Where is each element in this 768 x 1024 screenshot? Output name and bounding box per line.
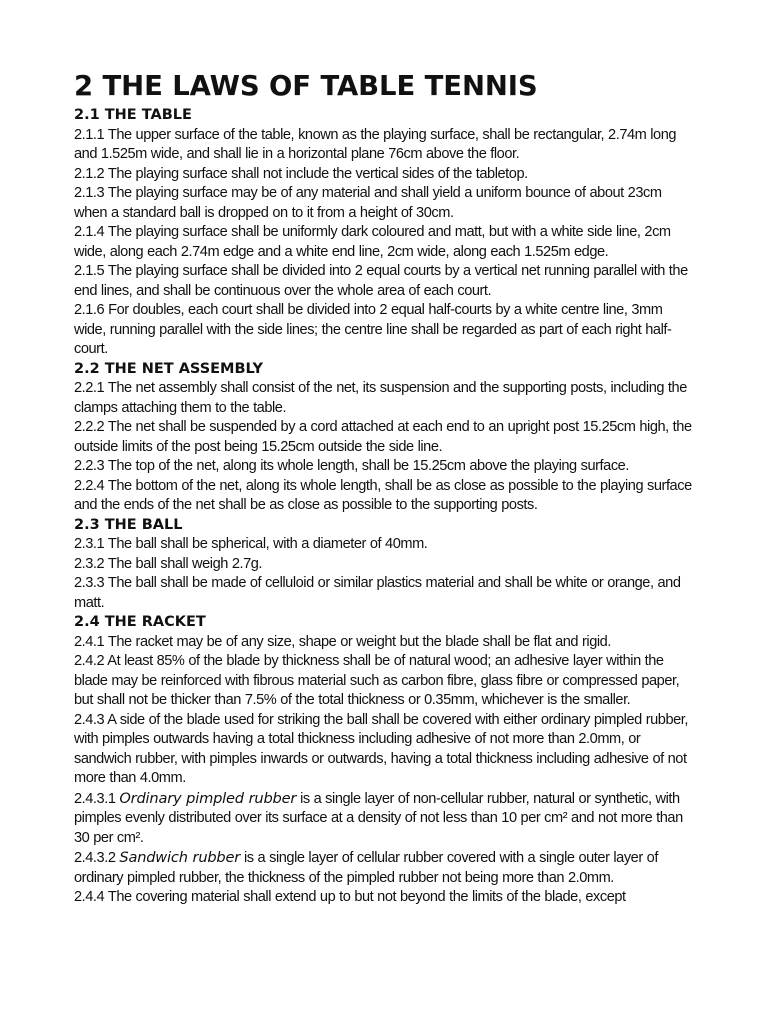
definition-term: Ordinary pimpled rubber: [119, 789, 297, 807]
definition-paragraph: [74, 789, 698, 849]
definition-text: is a single layer of cellular rubber covered with a single outer layer of ordinary pimpled rubber, the thickness of the pimpled rubber not being more than 2.0mm.: [74, 850, 658, 886]
definition-text: is a single layer of non-cellular rubber, natural or synthetic, with pimples evenly distributed over its surface at a density of not less than 10 per cm² and not more than 30 per cm².: [74, 790, 683, 846]
rule-paragraph: 2.1.6 For doubles, each court shall be divided into 2 equal half-courts by a white centre line, 3mm wide, running parallel with the side lines; the centre line shall be regarded as part of each right half-court.: [74, 302, 672, 357]
rule-paragraph: 2.2.2 The net shall be suspended by a cord attached at each end to an upright post 15.25cm high, the outside limits of the post being 15.25cm outside the side line.: [74, 419, 692, 455]
rule-paragraph: 2.1.3 The playing surface may be of any material and shall yield a uniform bounce of about 23cm when a standard ball is dropped on to it from a height of 30cm.: [74, 185, 662, 221]
definition-term: Sandwich rubber: [119, 849, 241, 866]
rule-paragraph: 2.1.2 The playing surface shall not include the vertical sides of the tabletop.: [74, 165, 528, 182]
section-heading: 2.2 THE NET ASSEMBLY: [74, 360, 264, 377]
section-the-ball: [74, 516, 698, 614]
section-heading: 2.1 THE TABLE: [74, 107, 192, 123]
rule-paragraph: 2.4.1 The racket may be of any size, shape or weight but the blade shall be flat and rigid.: [74, 633, 611, 650]
rule-paragraph: 2.3.2 The ball shall weigh 2.7g.: [74, 555, 263, 572]
rule-paragraph: 2.2.1 The net assembly shall consist of the net, its suspension and the supporting posts, including the clamps attaching them to the table.: [74, 380, 687, 416]
document-page: [74, 68, 698, 908]
rule-paragraph: 2.3.3 The ball shall be made of celluloid or similar plastics material and shall be white or orange, and matt.: [74, 575, 681, 611]
rule-paragraph: 2.4.3 A side of the blade used for striking the ball shall be covered with either ordinary pimpled rubber, with pimples outwards having a total thickness including adhesive of not more than 2.0mm, or sandwich rubber, with pimples inwards or outwards, having a total thickness including adhesive of not more than 4.0mm.: [74, 711, 688, 786]
section-heading: 2.3 THE BALL: [74, 516, 183, 533]
rule-paragraph: 2.1.1 The upper surface of the table, known as the playing surface, shall be rectangular, 2.74m long and 1.525m wide, and shall lie in a horizontal plane 76cm above the floor.: [74, 126, 677, 162]
rule-paragraph: 2.4.2 At least 85% of the blade by thickness shall be of natural wood; an adhesive layer within the blade may be reinforced with fibrous material such as carbon fibre, glass fibre or compressed paper, but shall not be thicker than 7.5% of the total thickness or 0.35mm, whichever is the smaller.: [74, 653, 680, 708]
rule-paragraph: 2.1.5 The playing surface shall be divided into 2 equal courts by a vertical net running parallel with the end lines, and shall be continuous over the whole area of each court.: [74, 263, 688, 299]
section-heading: 2.4 THE RACKET: [74, 614, 206, 630]
rule-paragraph: 2.4.4 The covering material shall extend up to but not beyond the limits of the blade, except: [74, 889, 626, 905]
section-the-racket: [74, 613, 698, 908]
rule-paragraph: 2.3.1 The ball shall be spherical, with a diameter of 40mm.: [74, 536, 428, 552]
definition-paragraph: [74, 848, 698, 888]
section-the-table: [74, 106, 698, 360]
document-title: 2 THE LAWS OF TABLE TENNIS: [74, 70, 538, 102]
rule-paragraph: 2.2.4 The bottom of the net, along its whole length, shall be as close as possible to the playing surface and the ends of the net shall be as close as possible to the supporting posts.: [74, 477, 692, 513]
rule-paragraph: 2.1.4 The playing surface shall be uniformly dark coloured and matt, but with a white side line, 2cm wide, along each 2.74m edge and a white end line, 2cm wide, along each 1.525m edge.: [74, 224, 671, 260]
definition-number: 2.4.3.1: [74, 790, 116, 807]
definition-number: 2.4.3.2: [74, 850, 116, 866]
section-net-assembly: [74, 360, 698, 516]
rule-paragraph: 2.2.3 The top of the net, along its whole length, shall be 15.25cm above the playing surface.: [74, 458, 629, 474]
